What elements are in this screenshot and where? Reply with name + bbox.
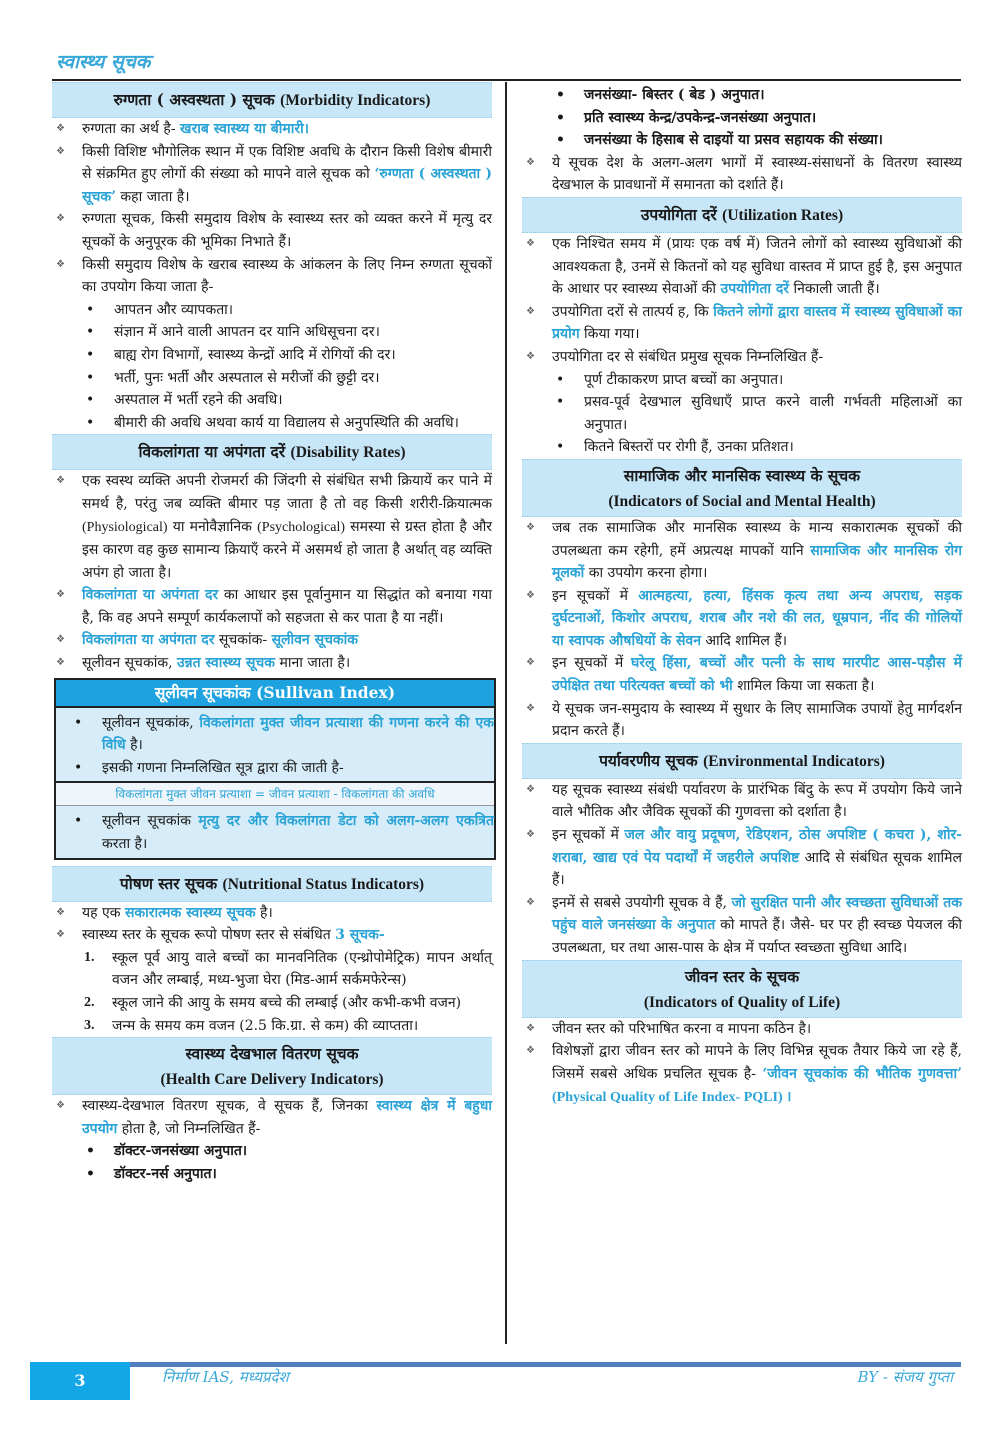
- footer-author: BY - संजय गुप्ता: [857, 1368, 953, 1386]
- environmental-heading: [522, 743, 962, 779]
- numbered-item: [52, 1015, 492, 1038]
- bullet-item: • जनसंख्या के हिसाब से दाइयों या प्रसव सहायक की संख्या।: [522, 129, 962, 152]
- list-item: [52, 924, 492, 947]
- utilization-list: [522, 233, 962, 369]
- nutrition-list: [52, 902, 492, 947]
- list-item: [52, 584, 492, 629]
- delivery-bullets-continued: [522, 82, 962, 152]
- sullivan-index-box: [54, 678, 496, 860]
- delivery-list-continued: [522, 152, 962, 197]
- list-item: [52, 652, 492, 675]
- text: है।: [125, 737, 143, 754]
- morbidity-heading: [52, 82, 492, 118]
- sullivan-formula: विकलांगता मुक्त जीवन प्रत्याशा = जीवन प्रत्याशा - विकलांगता की अवधि: [56, 781, 494, 806]
- text: माना जाता है।: [275, 655, 351, 672]
- list-item: [52, 629, 492, 652]
- list-item: ❖ जीवन स्तर को परिभाषित करना व मापना कठिन है।: [522, 1018, 962, 1041]
- heading-en: (Disability Rates): [290, 444, 406, 462]
- list-item: ❖ उपयोगिता दर से संबंधित प्रमुख सूचक निम्नलिखित हैं-: [522, 346, 962, 369]
- highlight-text: आत्महत्या, हत्या, हिंसक कृत्य तथा अन्य अपराध, सड़क दुर्घटनाओं, किशोर अपराध, शराब और नशे की लत, धूम्रपान, नींद की गोलियों या स्वापक औषधियों के सेवन: [552, 587, 962, 649]
- environmental-list: [522, 779, 962, 960]
- delivery-section: [52, 1037, 492, 1185]
- item-number: 1.: [84, 949, 95, 965]
- text: रुग्णता का अर्थ है-: [82, 121, 181, 137]
- highlight-text: विकलांगता या अपंगता दर: [82, 587, 219, 604]
- item-number: 2.: [84, 995, 95, 1010]
- heading-en: (Nutritional Status Indicators): [222, 875, 425, 893]
- nutrition-section: [52, 866, 492, 1038]
- list-item: [52, 141, 492, 209]
- social-mental-heading: [522, 459, 962, 517]
- quality-of-life-section: [522, 960, 962, 1110]
- text: शामिल किया जा सकता है।: [732, 678, 875, 695]
- highlight-text: जो सुरक्षित पानी और स्वच्छता सुविधाओं तक पहुंच वाले जनसंख्या के अनुपात: [552, 894, 962, 934]
- bullet-item: • अस्पताल में भर्ती रहने की अवधि।: [52, 389, 492, 412]
- left-column: [52, 82, 492, 1186]
- highlight-text: सामाजिक और मानसिक रोग मूलकों: [552, 542, 962, 582]
- right-column: [522, 82, 962, 1110]
- text: किया गया।: [579, 326, 640, 343]
- social-mental-section: [522, 459, 962, 743]
- highlight-text: खराब स्वास्थ्य या बीमारी।: [180, 121, 310, 137]
- bullet-item: • भर्ती, पुनः भर्ती और अस्पताल से मरीजों की छुट्टी दर।: [52, 367, 492, 390]
- text: सूचकांक-: [214, 632, 272, 649]
- bullet-item: [56, 712, 494, 757]
- text: विशेषज्ञों द्वारा जीवन स्तर को मापने के लिए विभिन्न सूचक तैयार किये जा रहे हैं, जिसमें सबसे अधिक प्रचलित सूचक है-: [552, 1043, 962, 1082]
- sullivan-list-2: [56, 806, 494, 857]
- text: होता है, जो निम्नलिखित हैं-: [117, 1120, 261, 1137]
- highlight-text: उपयोगिता दरें: [720, 281, 790, 298]
- text: का उपयोग करना होगा।: [584, 565, 708, 582]
- text: है।: [255, 904, 273, 921]
- text: इन सूचकों में: [552, 827, 625, 844]
- sullivan-heading: सूलीवन सूचकांक (Sullivan Index): [56, 680, 494, 708]
- text: किसी विशिष्ट भौगोलिक स्थान में एक विशिष्ट अवधि के दौरान किसी विशेष बीमारी से संक्रमित हुए लोगों की संख्या को मापने वाले सूचक को: [82, 143, 492, 183]
- bullet-item: [56, 810, 494, 855]
- text: सूलीवन सूचकांक,: [102, 714, 200, 731]
- numbered-item: [52, 947, 492, 992]
- text: एक निश्चित समय में (प्रायः एक वर्ष में) जितने लोगों को स्वास्थ्य सुविधाओं की आवश्यकता है, उनमें से कितनों को यह सुविधा वास्तव में प्राप्त हुई है, इस अनुपात के आधार पर स्वास्थ्य सेवाओं की: [552, 235, 962, 298]
- highlight-text: उन्नत स्वास्थ्य सूचक: [176, 655, 276, 672]
- heading-en: (Indicators of Quality of Life): [643, 993, 841, 1011]
- list-item: ❖ रुग्णता सूचक, किसी समुदाय विशेष के स्वास्थ्य स्तर को व्यक्त करने में मृत्यु दर सूचकों के अनुपूरक की भूमिका निभाते हैं।: [52, 208, 492, 253]
- highlight-text: मृत्यु दर और विकलांगता डेटा को अलग-अलग एकत्रित: [198, 813, 494, 830]
- list-item: [522, 233, 962, 301]
- delivery-continued: [522, 82, 962, 197]
- list-item: [52, 118, 492, 141]
- heading-hi: विकलांगता या अपंगता दरें: [138, 442, 286, 462]
- list-item: [52, 470, 492, 584]
- utilization-bullets: [522, 369, 962, 459]
- text: का आधार इस पूर्वानुमान या सिद्धांत को बनाया गया है, कि वह अपने सम्पूर्ण कार्यकलापों को सहजता से कर पाता है या नहीं।: [82, 587, 492, 626]
- heading-en: (Indicators of Social and Mental Health): [608, 492, 876, 510]
- list-item: [522, 892, 962, 960]
- text: इन सूचकों में: [552, 655, 631, 672]
- list-item: ❖ यह सूचक स्वास्थ्य संबंधी पर्यावरण के प्रारंभिक बिंदु के रूप में उपयोग किये जाने वाले भौतिक और जैविक सूचकों की गुणवत्ता को दर्शाता है।: [522, 779, 962, 824]
- text: को मापते हैं। जैसे- घर पर ही स्वच्छ पेयजल की उपलब्धता, घर तथा आस-पास के क्षेत्र में पर्याप्त स्वच्छता सुविधा आदि।: [552, 917, 962, 956]
- disability-section: [52, 434, 492, 674]
- bullet-item: • डॉक्टर-जनसंख्या अनुपात।: [52, 1140, 492, 1163]
- heading-hi: स्वास्थ्य देखभाल वितरण सूचक: [185, 1044, 359, 1064]
- text: इनमें से सबसे उपयोगी सूचक वे हैं,: [552, 894, 732, 911]
- nutrition-numbered-list: [52, 947, 492, 1037]
- list-item: [522, 652, 962, 697]
- item-number: 3.: [84, 1017, 95, 1033]
- english-term: (Physiological): [82, 519, 168, 535]
- list-item: [522, 824, 962, 892]
- text: स्कूल जाने की आयु के समय बच्चे की लम्बाई (और कभी-कभी वजन): [112, 995, 462, 1011]
- list-item: [522, 301, 962, 346]
- bullet-item: • जनसंख्या- बिस्तर ( बेड ) अनुपात।: [522, 84, 962, 107]
- highlight-text: विकलांगता या अपंगता दर: [82, 632, 215, 649]
- list-item: [522, 1040, 962, 1110]
- heading-hi: उपयोगिता दरें: [640, 204, 717, 224]
- bullet-item: • बीमारी की अवधि अथवा कार्य या विद्यालय से अनुपस्थिति की अवधि।: [52, 412, 492, 435]
- sullivan-list: [56, 708, 494, 780]
- text: आदि से संबंधित सूचक शामिल हैं।: [552, 849, 962, 889]
- highlight-text: ‘रुग्णता ( अस्वस्थता ) सूचक’: [82, 166, 493, 205]
- highlight-text: विकलांगता मुक्त जीवन प्रत्याशा की गणना करने की एक विधि: [102, 714, 494, 754]
- page-number: 3: [30, 1362, 130, 1400]
- text: समस्या से ग्रस्त होता है और इस कारण वह कुछ सामान्य क्रियाएँ करने में असमर्थ हो जाता है अर्थात् वह व्यक्ति अपंग हो जाता है।: [82, 518, 492, 581]
- text: यह एक: [82, 904, 125, 921]
- text: सूलीवन सूचकांक,: [82, 655, 177, 672]
- top-rule: [52, 79, 961, 81]
- bullet-item: • आपतन और व्यापकता।: [52, 299, 492, 322]
- morbidity-bullets: [52, 299, 492, 435]
- text: जन्म के समय कम वजन (2.5 कि.ग्रा. से कम) की व्याप्तता।: [112, 1017, 419, 1034]
- heading-en: (Morbidity Indicators): [280, 92, 431, 109]
- bullet-item: • पूर्ण टीकाकरण प्राप्त बच्चों का अनुपात।: [522, 369, 962, 392]
- heading-en: (Environmental Indicators): [703, 752, 885, 770]
- list-item: [522, 585, 962, 653]
- delivery-list: [52, 1095, 492, 1140]
- bullet-item: • प्रसव-पूर्व देखभाल सुविधाएँ प्राप्त करने वाली गर्भवती महिलाओं का अनुपात।: [522, 391, 962, 436]
- highlight-text: स्वास्थ्य क्षेत्र में बहुधा उपयोग: [82, 1098, 492, 1137]
- bullet-item: • प्रति स्वास्थ्य केन्द्र/उपकेन्द्र-जनसंख्या अनुपात।: [522, 107, 962, 130]
- bullet-item: • इसकी गणना निम्नलिखित सूत्र द्वारा की जाती है-: [56, 757, 494, 780]
- bullet-item: • डॉक्टर-नर्स अनुपात।: [52, 1163, 492, 1186]
- highlight-text: 3 सूचक-: [335, 927, 385, 944]
- numbered-item: [52, 992, 492, 1015]
- text: आदि शामिल हैं।: [700, 632, 788, 649]
- text: एक स्वस्थ व्यक्ति अपनी रोजमर्रा की जिंदगी से संबंधित सभी क्रियायें कर पाने में समर्थ है, परंतु जब व्यक्ति बीमार पड़ जाता है तो वह किसी शरीरी-क्रियात्मक: [82, 473, 492, 512]
- list-item: [522, 517, 962, 585]
- highlight-text: ‘जीवन सूचकांक की भौतिक गुणवत्ता’: [762, 1065, 962, 1082]
- morbidity-section: [52, 82, 492, 434]
- highlight-text: जल और वायु प्रदूषण, रेडिएशन, ठोस अपशिष्ट ( कचरा ), शोर-शराबा, खाद्य एवं पेय पदार्थों में जहरीले अपशिष्ट: [552, 827, 962, 866]
- text: या मनोवैज्ञानिक: [167, 518, 258, 535]
- highlight-text: घरेलू हिंसा, बच्चों और पत्नी के साथ मारपीट आस-पड़ौस में उपेक्षित तथा परित्यक्त बच्चों को भी: [552, 655, 962, 695]
- bullet-item: • कितने बिस्तरों पर रोगी हैं, उनका प्रतिशत।: [522, 436, 962, 459]
- quality-list: [522, 1018, 962, 1110]
- highlight-text: सकारात्मक स्वास्थ्य सूचक: [124, 904, 256, 921]
- list-item: ❖ किसी समुदाय विशेष के खराब स्वास्थ्य के आंकलन के लिए निम्न रुग्णता सूचकों का उपयोग किया जाता है-: [52, 254, 492, 299]
- english-term: (Psychological): [257, 519, 345, 535]
- text: स्वास्थ्य स्तर के सूचक रूपो पोषण स्तर से संबंधित: [82, 927, 336, 944]
- list-item: ❖ ये सूचक देश के अलग-अलग भागों में स्वास्थ्य-संसाधनों के वितरण स्वास्थ्य देखभाल के प्रावधानों में समानता को दर्शाते हैं।: [522, 152, 962, 197]
- footer-publisher: निर्माण IAS, मध्यप्रदेश: [162, 1368, 289, 1386]
- text: सूलीवन सूचकांक: [102, 813, 199, 830]
- highlight-english-text: (Physical Quality of Life Index- PQLI) ।: [552, 1090, 792, 1106]
- list-item: [52, 1095, 492, 1140]
- bullet-item: • बाह्य रोग विभागों, स्वास्थ्य केन्द्रों आदि में रोगियों की दर।: [52, 344, 492, 367]
- text: इन सूचकों में: [552, 587, 639, 604]
- nutrition-heading: [52, 866, 492, 902]
- text: जब तक सामाजिक और मानसिक स्वास्थ्य के मान्य सकारात्मक सूचकों की उपलब्धता कम रहेगी, हमें अप्रत्यक्ष मापकों यानि: [552, 519, 962, 559]
- heading-hi: रुग्णता ( अस्वस्थता ) सूचक: [113, 90, 275, 109]
- highlight-text: सूलीवन सूचकांक: [271, 632, 359, 649]
- quality-of-life-heading: [522, 960, 962, 1018]
- morbidity-list: [52, 118, 492, 299]
- text: कहा जाता है।: [115, 188, 190, 205]
- heading-hi: जीवन स्तर के सूचक: [684, 966, 800, 986]
- text: निकाली जाती हैं।: [789, 281, 880, 298]
- text: उपयोगिता दरों से तात्पर्य ह, कि: [552, 303, 714, 320]
- disability-heading: [52, 434, 492, 470]
- heading-hi: पोषण स्तर सूचक: [119, 873, 218, 893]
- text: स्कूल पूर्व आयु वाले बच्चों का मानवनितिक (एन्थ्रोपोमेट्रिक) मापन अर्थात् वजन और लम्बाई, मध्य-भुजा घेरा (मिड-आर्म सर्कमफेरेन्स): [112, 949, 492, 989]
- highlight-text: कितने लोगों द्वारा वास्तव में स्वास्थ्य सुविधाओं का प्रयोग: [552, 303, 962, 343]
- heading-en: (Utilization Rates): [722, 206, 844, 224]
- delivery-bullets: [52, 1140, 492, 1185]
- page-header: स्वास्थ्य सूचक: [56, 51, 151, 73]
- heading-hi: पर्यावरणीय सूचक: [599, 750, 698, 770]
- bullet-item: • संज्ञान में आने वाली आपतन दर यानि अधिसूचना दर।: [52, 321, 492, 344]
- utilization-heading: [522, 197, 962, 233]
- heading-hi: सामाजिक और मानसिक स्वास्थ्य के सूचक: [623, 465, 861, 485]
- column-divider: [505, 82, 507, 1344]
- heading-en: (Health Care Delivery Indicators): [160, 1071, 384, 1089]
- environmental-section: [522, 743, 962, 960]
- utilization-section: [522, 197, 962, 459]
- text: स्वास्थ्य-देखभाल वितरण सूचक, वे सूचक हैं, जिनका: [82, 1098, 377, 1115]
- delivery-heading: [52, 1037, 492, 1095]
- disability-list: [52, 470, 492, 674]
- social-list: [522, 517, 962, 743]
- text: करता है।: [102, 836, 148, 853]
- list-item: ❖ ये सूचक जन-समुदाय के स्वास्थ्य में सुधार के लिए सामाजिक उपायों हेतु मार्गदर्शन प्रदान करते हैं।: [522, 698, 962, 743]
- list-item: [52, 902, 492, 925]
